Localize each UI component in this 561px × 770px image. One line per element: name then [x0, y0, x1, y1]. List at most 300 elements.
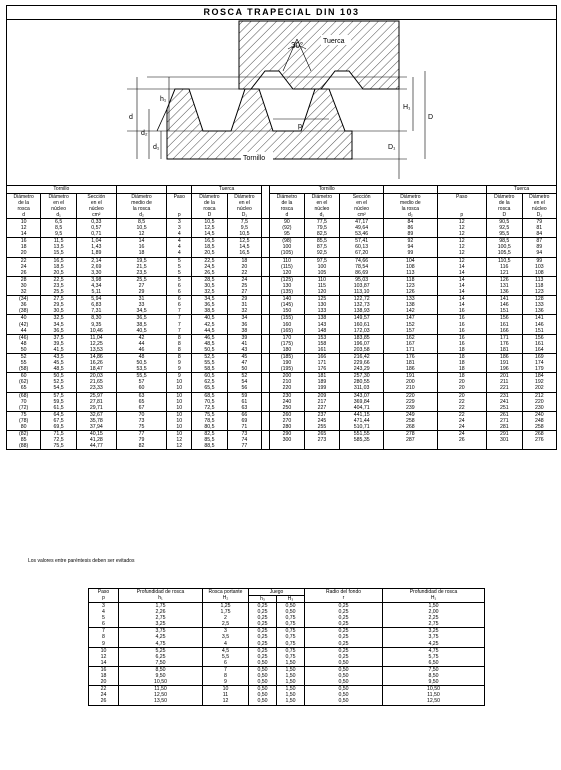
table-cell: 40,15: [76, 431, 116, 438]
table-cell: 6,83: [76, 302, 116, 308]
table-cell: 202: [522, 385, 556, 392]
table-cell: 131: [486, 283, 522, 289]
table-cell: 75,5: [41, 443, 77, 450]
table-cell: (165): [270, 328, 304, 335]
table-cell: 22,5: [41, 276, 77, 283]
table-cell: 10: [167, 418, 192, 424]
table-cell: 6: [167, 296, 192, 303]
table-cell: 77: [227, 443, 261, 450]
table-row: [7, 250, 557, 257]
table-cell: 221: [486, 385, 522, 392]
table-cell: 5: [167, 270, 192, 277]
table-cell: 258: [522, 424, 556, 431]
table-cell: 32: [227, 308, 261, 315]
table-cell: 2,14: [76, 257, 116, 264]
table-cell: 241: [486, 399, 522, 405]
table-cell: 5: [167, 257, 192, 264]
table-cell: 142: [384, 308, 437, 315]
right-group-nut: Tuerca: [486, 186, 556, 194]
table-cell: 20,5: [192, 250, 228, 257]
table-cell: 3,5: [203, 634, 249, 640]
table-cell: 2,5: [203, 621, 249, 628]
table-cell: (135): [270, 289, 304, 296]
table-cell: 16: [437, 328, 486, 335]
table-cell: 29: [116, 289, 167, 296]
table-cell: 22: [227, 270, 261, 277]
table-row: [7, 238, 557, 245]
table-cell: 57,41: [340, 238, 384, 245]
table-cell: 12: [203, 698, 249, 705]
table-cell: 2,00: [383, 609, 485, 615]
table-cell: 125: [304, 296, 340, 303]
table-cell: 7,50: [383, 666, 485, 673]
table-cell: 270: [270, 418, 304, 424]
table-cell: 5,5: [203, 654, 249, 660]
table-row: [7, 353, 557, 360]
table-cell: 237: [304, 411, 340, 418]
table-cell: 26: [437, 437, 486, 443]
table-cell: 18: [437, 353, 486, 360]
table-cell: 57,5: [41, 392, 77, 399]
table-cell: 179: [522, 366, 556, 373]
table-cell: 23,33: [76, 385, 116, 392]
table-cell: 1,50: [277, 698, 305, 705]
table-cell: (34): [7, 296, 41, 303]
table-cell: 120: [304, 289, 340, 296]
table-cell: 33: [116, 302, 167, 308]
table-cell: 5,75: [383, 654, 485, 660]
table-cell: 3,25: [119, 621, 203, 628]
thread-diagram: [6, 19, 557, 186]
table-cell: 1,50: [383, 603, 485, 610]
table-cell: 181: [304, 373, 340, 380]
table-cell: 0,25: [249, 615, 277, 621]
table-cell: 268: [384, 424, 437, 431]
table-cell: 118: [384, 276, 437, 283]
table-cell: 61: [227, 399, 261, 405]
table-cell: 74,66: [340, 257, 384, 264]
table-cell: (125): [270, 276, 304, 283]
table-cell: 13,5: [41, 244, 77, 250]
table-cell: 138: [384, 302, 437, 308]
table-cell: 25,5: [41, 289, 77, 296]
table-cell: 110: [304, 276, 340, 283]
table-cell: 28,5: [192, 276, 228, 283]
table-cell: 6,25: [119, 654, 203, 660]
table-cell: 32,5: [192, 289, 228, 296]
table-cell: 10,50: [119, 679, 203, 686]
table-cell: 176: [384, 353, 437, 360]
table-cell: 24: [89, 692, 119, 698]
table-cell: 4,5: [203, 647, 249, 654]
table-cell: 28: [7, 276, 41, 283]
table-cell: 100,5: [486, 244, 522, 250]
table-cell: 13,53: [76, 347, 116, 354]
table-row: [7, 392, 557, 399]
table-cell: [437, 443, 486, 450]
table-cell: 0,25: [305, 641, 383, 648]
table-cell: 14: [116, 238, 167, 245]
table-cell: (82): [7, 431, 41, 438]
table-cell: (105): [270, 250, 304, 257]
table-cell: 290: [270, 431, 304, 438]
table-cell: 12: [437, 250, 486, 257]
dim-H1-label: H₁: [403, 104, 411, 111]
table-cell: 65: [7, 385, 41, 392]
table-cell: (185): [270, 353, 304, 360]
table-cell: 265: [304, 431, 340, 438]
table-cell: 257,30: [340, 373, 384, 380]
table-cell: 88,5: [192, 443, 228, 450]
table-cell: (46): [7, 334, 41, 341]
table-cell: 192: [522, 379, 556, 385]
table-cell: 171: [384, 347, 437, 354]
table-cell: 0,50: [305, 698, 383, 705]
table-cell: 64,5: [41, 411, 77, 418]
table-cell: 0,50: [249, 666, 277, 673]
table-cell: 4: [167, 250, 192, 257]
table-cell: 20: [89, 679, 119, 686]
table-cell: 85,5: [192, 437, 228, 443]
table-cell: 24: [7, 264, 41, 270]
table-cell: 3,98: [76, 276, 116, 283]
table-cell: 2,25: [383, 615, 485, 621]
table-cell: 94: [384, 244, 437, 250]
table-cell: 48,5: [192, 341, 228, 347]
table-cell: 65: [116, 399, 167, 405]
table-cell: 73: [227, 431, 261, 438]
table-cell: 176: [304, 366, 340, 373]
table-cell: 300: [270, 437, 304, 443]
table-cell: 20,03: [76, 373, 116, 380]
table-cell: 97,5: [304, 257, 340, 264]
table-cell: 1,75: [119, 603, 203, 610]
table-cell: 12,50: [119, 692, 203, 698]
table-cell: 98,5: [486, 238, 522, 245]
col-juego-h3: h₃: [249, 596, 277, 603]
table-cell: 2,69: [76, 264, 116, 270]
table-cell: 126: [384, 289, 437, 296]
table-cell: 0,50: [305, 673, 383, 679]
table-cell: 4: [167, 231, 192, 238]
table-row: [89, 621, 485, 628]
table-cell: 38,5: [116, 322, 167, 328]
table-cell: (78): [7, 418, 41, 424]
table-row: [89, 666, 485, 673]
table-cell: 9: [167, 360, 192, 366]
table-cell: 19,5: [116, 257, 167, 264]
table-cell: 69: [227, 418, 261, 424]
table-cell: 7,5: [227, 219, 261, 226]
table-cell: 23,5: [41, 283, 77, 289]
table-cell: 10,5: [192, 219, 228, 226]
table-cell: 36,5: [41, 328, 77, 335]
table-cell: 9: [167, 373, 192, 380]
table-cell: 7: [167, 322, 192, 328]
table-cell: 239: [384, 405, 437, 412]
table-cell: 9,5: [227, 225, 261, 231]
table-cell: 10: [167, 424, 192, 431]
table-cell: 9,5: [41, 231, 77, 238]
table-cell: 0,25: [249, 647, 277, 654]
table-cell: 1,75: [203, 609, 249, 615]
table-cell: 20,5: [41, 270, 77, 277]
table-cell: 14: [437, 283, 486, 289]
table-cell: 21,65: [76, 379, 116, 385]
table-cell: 2,75: [383, 621, 485, 628]
table-cell: 53,5: [116, 366, 167, 373]
table-cell: 82,5: [304, 231, 340, 238]
table-cell: [340, 443, 384, 450]
table-cell: 0,25: [305, 621, 383, 628]
right-col-header: Diámetro medio de la rosca d₂: [384, 194, 437, 219]
table-cell: 16: [437, 341, 486, 347]
right-group-screw: Tornillo: [270, 186, 384, 194]
table-cell: 0,50: [249, 660, 277, 667]
dim-d-label: d: [129, 114, 133, 121]
table-cell: 34,5: [116, 308, 167, 315]
table-cell: 130: [270, 283, 304, 289]
table-cell: 81: [522, 225, 556, 231]
table-cell: 26: [89, 698, 119, 705]
table-cell: 24: [437, 418, 486, 424]
table-row: [7, 431, 557, 438]
table-cell: 34,5: [192, 296, 228, 303]
table-cell: 281: [486, 424, 522, 431]
table-cell: 123: [384, 283, 437, 289]
table-cell: 8: [203, 673, 249, 679]
dim-h1-label: h₁: [160, 96, 167, 103]
table-cell: 200: [384, 379, 437, 385]
table-cell: 113: [384, 270, 437, 277]
table-cell: 66: [227, 411, 261, 418]
table-cell: 5,25: [119, 647, 203, 654]
table-cell: 258: [384, 418, 437, 424]
table-cell: 45,5: [41, 360, 77, 366]
table-cell: 31: [116, 296, 167, 303]
table-cell: 7: [167, 328, 192, 335]
table-cell: 41,5: [41, 347, 77, 354]
table-cell: 108: [522, 270, 556, 277]
table-cell: 6: [89, 621, 119, 628]
table-cell: 0,25: [305, 647, 383, 654]
table-cell: 6,5: [41, 219, 77, 226]
table-cell: 18: [89, 673, 119, 679]
table-row: [7, 308, 557, 315]
table-cell: 12: [167, 437, 192, 443]
table-cell: (62): [7, 379, 41, 385]
screw-section: [167, 89, 352, 159]
table-cell: 37,94: [76, 424, 116, 431]
table-cell: 161: [486, 322, 522, 328]
table-cell: 210: [384, 385, 437, 392]
table-cell: 191: [486, 360, 522, 366]
table-cell: 20: [437, 385, 486, 392]
table-cell: 14: [437, 276, 486, 283]
table-cell: 4: [203, 641, 249, 648]
table-row: [89, 647, 485, 654]
table-cell: 4: [167, 238, 192, 245]
table-cell: 77,5: [304, 219, 340, 226]
table-cell: 110: [270, 257, 304, 264]
table-cell: 471,44: [340, 418, 384, 424]
table-cell: 261: [486, 411, 522, 418]
table-cell: 43: [227, 347, 261, 354]
table-cell: 92: [384, 238, 437, 245]
table-cell: 1,04: [76, 238, 116, 245]
nut-label: Tuerca: [323, 38, 345, 45]
table-cell: 162: [384, 334, 437, 341]
table-cell: 10: [167, 379, 192, 385]
table-cell: 29: [227, 296, 261, 303]
left-col-header: Diámetro de la rosca d: [7, 194, 41, 219]
table-cell: 157: [384, 328, 437, 335]
table-row: [89, 603, 485, 610]
table-cell: 84: [384, 219, 437, 226]
table-cell: 92,5: [486, 225, 522, 231]
table-cell: 18: [116, 250, 167, 257]
table-cell: 4: [89, 609, 119, 615]
table-cell: 89: [522, 244, 556, 250]
table-cell: 11,50: [119, 686, 203, 693]
table-row: [89, 628, 485, 635]
table-cell: 8,30: [76, 315, 116, 322]
table-cell: 404,71: [340, 405, 384, 412]
col-radio: Radio del fondo r: [305, 589, 383, 603]
table-cell: 78,5: [192, 418, 228, 424]
table-cell: 7: [203, 666, 249, 673]
table-row: [7, 328, 557, 335]
table-cell: 36: [7, 302, 41, 308]
table-cell: 0,25: [249, 641, 277, 648]
table-cell: 585,35: [340, 437, 384, 443]
table-row: [7, 443, 557, 450]
table-cell: 5,94: [76, 296, 116, 303]
nut-section: [239, 21, 399, 89]
table-cell: 160: [270, 322, 304, 328]
table-cell: 8,5: [41, 225, 77, 231]
table-cell: 45: [227, 353, 261, 360]
table-cell: 203,58: [340, 347, 384, 354]
table-cell: 216,42: [340, 353, 384, 360]
col-juego: Juego: [249, 589, 305, 596]
table-cell: 287: [384, 437, 437, 443]
table-cell: 0,25: [249, 603, 277, 610]
table-cell: 169: [522, 353, 556, 360]
table-cell: 3,75: [119, 628, 203, 635]
table-cell: 58,5: [192, 366, 228, 373]
table-cell: 105,5: [486, 250, 522, 257]
table-cell: 4,25: [383, 641, 485, 648]
table-cell: 3,30: [76, 270, 116, 277]
table-cell: 268: [522, 431, 556, 438]
thread-dimensions-table: [6, 185, 557, 450]
table-cell: 156: [486, 315, 522, 322]
table-cell: 82: [116, 443, 167, 450]
table-cell: 138,93: [340, 308, 384, 315]
right-col-header: Diámetro en el núcleo D₁: [522, 194, 556, 219]
table-cell: 53,46: [340, 231, 384, 238]
table-cell: 34: [227, 315, 261, 322]
table-cell: 14: [437, 296, 486, 303]
table-cell: 276: [522, 437, 556, 443]
table-cell: 149,57: [340, 315, 384, 322]
table-cell: 4,25: [119, 634, 203, 640]
table-cell: 0,75: [277, 654, 305, 660]
table-cell: 22: [437, 405, 486, 412]
table-cell: 10,46: [76, 328, 116, 335]
table-cell: 75: [116, 424, 167, 431]
table-cell: 12: [89, 654, 119, 660]
table-cell: 25,97: [76, 392, 116, 399]
table-cell: 50,5: [192, 347, 228, 354]
table-cell: 56: [227, 385, 261, 392]
table-cell: 10: [167, 399, 192, 405]
table-cell: 82,5: [192, 431, 228, 438]
table-cell: 16: [116, 244, 167, 250]
table-row: [89, 641, 485, 648]
table-cell: 27: [227, 289, 261, 296]
table-cell: 0,25: [249, 609, 277, 615]
table-cell: 12,5: [227, 238, 261, 245]
table-cell: 158: [304, 341, 340, 347]
left-col-header: Diámetro en el núcleo D₁: [227, 194, 261, 219]
table-cell: 249: [384, 411, 437, 418]
thread-profile-table: [88, 588, 485, 706]
table-cell: 291: [486, 431, 522, 438]
table-row: [7, 276, 557, 283]
table-cell: 95,03: [340, 276, 384, 283]
table-cell: 211: [486, 379, 522, 385]
table-cell: 136: [486, 289, 522, 296]
table-cell: [522, 443, 556, 450]
table-cell: 128: [522, 296, 556, 303]
dim-D1-label: D₁: [388, 144, 396, 151]
table-cell: 92,5: [304, 250, 340, 257]
table-cell: 24: [437, 431, 486, 438]
table-cell: 54,5: [41, 385, 77, 392]
table-cell: 0,75: [277, 615, 305, 621]
table-cell: 273: [304, 437, 340, 443]
table-cell: 110,5: [486, 257, 522, 264]
table-cell: 72,5: [192, 405, 228, 412]
table-cell: 12: [437, 231, 486, 238]
table-cell: 6: [167, 289, 192, 296]
table-cell: 3: [167, 225, 192, 231]
table-cell: 0,50: [305, 660, 383, 667]
table-cell: 87: [522, 238, 556, 245]
table-cell: 196: [486, 366, 522, 373]
table-cell: 32,67: [76, 411, 116, 418]
table-cell: 78,54: [340, 264, 384, 270]
table-cell: 6,50: [383, 660, 485, 667]
table-cell: 123: [522, 289, 556, 296]
column-headers: [7, 194, 557, 219]
table-cell: 151: [522, 328, 556, 335]
table-cell: 100: [270, 244, 304, 250]
table-cell: 201: [486, 373, 522, 380]
table-cell: 138: [304, 315, 340, 322]
table-cell: 170: [270, 334, 304, 341]
table-row: [7, 385, 557, 392]
table-cell: 16,26: [76, 360, 116, 366]
table-cell: 0,25: [305, 609, 383, 615]
table-cell: 16: [437, 308, 486, 315]
table-cell: 12: [437, 257, 486, 264]
table-cell: 0,25: [305, 634, 383, 640]
table-cell: 10: [167, 385, 192, 392]
table-cell: 69,5: [41, 424, 77, 431]
